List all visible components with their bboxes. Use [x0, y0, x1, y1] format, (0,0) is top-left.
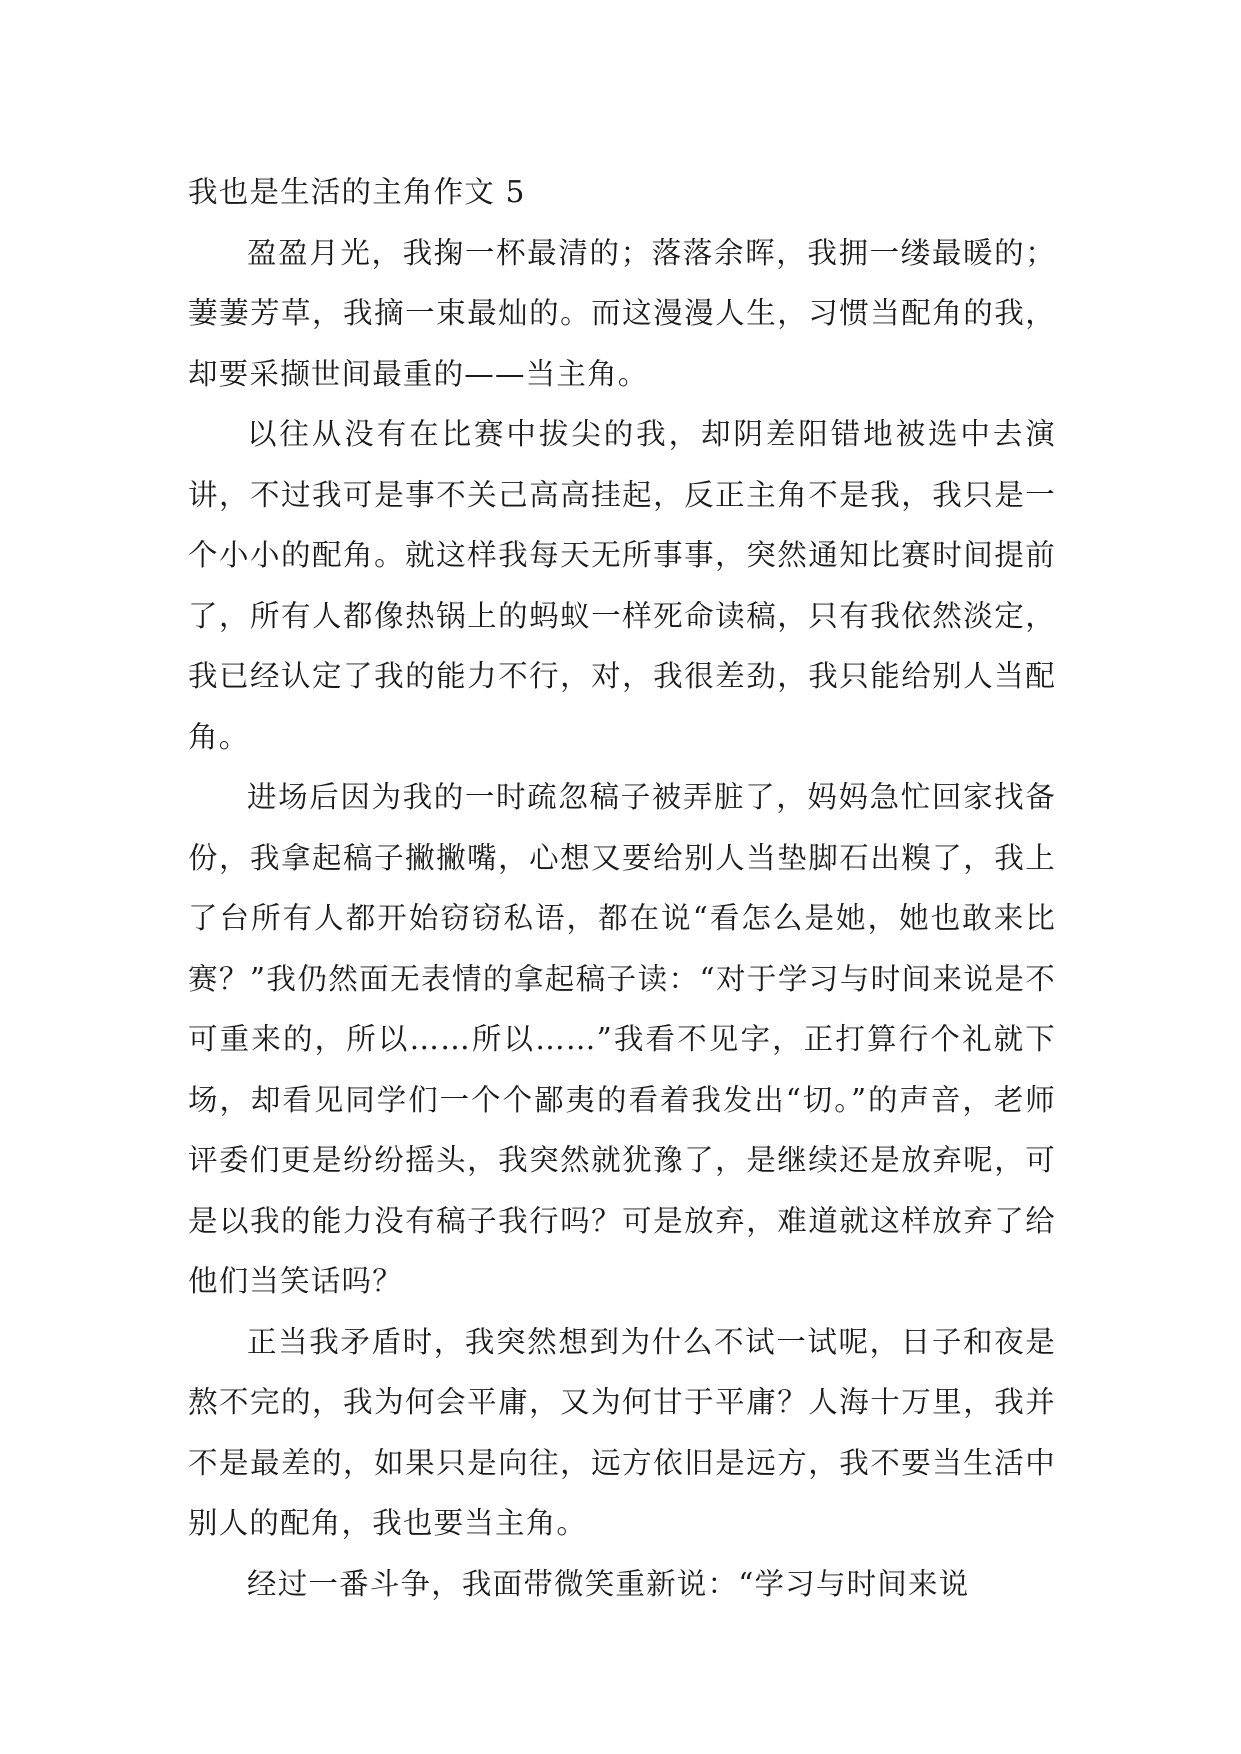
paragraph-1: 盈盈月光，我掬一杯最清的；落落余晖，我拥一缕最暖的；萋萋芳草，我摘一束最灿的。而这漫漫人生，习惯当配角的我，却要采撷世间最重的——当主角。: [188, 235, 1056, 391]
paragraph-2: 以往从没有在比赛中拔尖的我，却阴差阳错地被选中去演讲，不过我可是事不关己高高挂起，反正主角不是我，我只是一个小小的配角。就这样我每天无所事事，突然通知比赛时间提前了，所有人都像热锅上的蚂蚁一样死命读稿，只有我依然淡定，我已经认定了我的能力不行，对，我很差劲，我只能给别人当配角。: [188, 417, 1056, 754]
paragraph-5: 经过一番斗争，我面带微笑重新说：“学习与时间来说: [247, 1566, 970, 1601]
paragraph-3: 进场后因为我的一时疏忽稿子被弄脏了，妈妈急忙回家找备份，我拿起稿子撇撇嘴，心想又要给别人当垫脚石出糗了，我上了台所有人都开始窃窃私语，都在说“看怎么是她，她也敢来比赛？”我仍然面无表情的拿起稿子读：“对于学习与时间来说是不可重来的，所以……所以……”我看不见字，正打算行个礼就下场，却看见同学们一个个鄙夷的看着我发出“切。”的声音，老师评委们更是纷纷摇头，我突然就犹豫了，是继续还是放弃呢，可是以我的能力没有稿子我行吗？可是放弃，难道就这样放弃了给他们当笑话吗？: [188, 780, 1056, 1298]
document-title: 我也是生活的主角作文 5: [188, 175, 526, 209]
paragraph-4: 正当我矛盾时，我突然想到为什么不试一试呢，日子和夜是熬不完的，我为何会平庸，又为何甘于平庸？人海十万里，我并不是最差的，如果只是向往，远方依旧是远方，我不要当生活中别人的配角，我也要当主角。: [188, 1324, 1056, 1540]
document-body: [188, 162, 1056, 1614]
